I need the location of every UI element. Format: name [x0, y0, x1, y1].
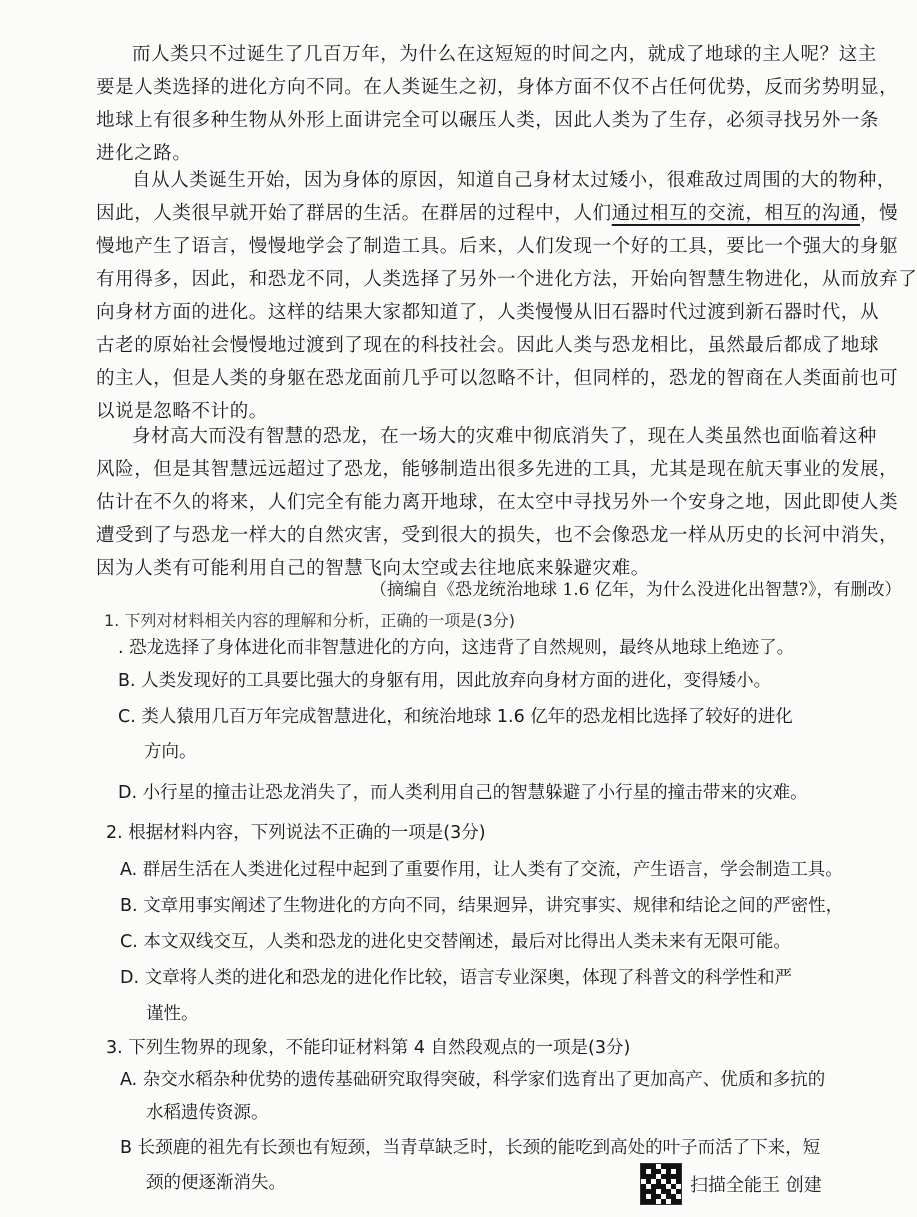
option-b: B 长颈鹿的祖先有长颈也有短颈，当青草缺乏时，长颈的能吃到高处的叶子而活了下来，短: [120, 1138, 821, 1158]
scanner-watermark: [640, 1162, 850, 1206]
question-3: [106, 1031, 836, 1065]
option-c: C. 类人猿用几百万年完成智慧进化，和统治地球 1.6 亿年的恐龙相比选择了较好的进化: [118, 707, 793, 727]
text-line: 因为人类有可能利用自己的智慧飞向太空或去往地底来躲避灾难。: [96, 558, 650, 579]
source-citation: （摘编自《恐龙统治地球 1.6 亿年，为什么没进化出智慧?》，有删改）: [370, 580, 902, 600]
question-stem: 3. 下列生物界的现象，不能印证材料第 4 自然段观点的一项是(3分): [106, 1038, 631, 1058]
question-stem: 2. 根据材料内容，下列说法不正确的一项是(3分): [106, 823, 486, 843]
text-line: 有用得多，因此，和恐龙不同，人类选择了另外一个进化方法，开始向智慧生物进化，从而放弃了: [96, 269, 917, 290]
option-c: C. 本文双线交互，人类和恐龙的进化史交替阐述，最后对比得出人类未来有无限可能。: [120, 932, 791, 952]
option-b: B. 文章用事实阐述了生物进化的方向不同，结果迥异，讲究事实、规律和结论之间的严密性，: [120, 896, 844, 916]
option-b: B. 人类发现好的工具要比强大的身躯有用，因此放弃向身材方面的进化，变得矮小。: [118, 671, 772, 691]
passage-paragraph-1: [96, 38, 899, 170]
text-line: 地球上有很多种生物从外形上面讲完全可以碾压人类，因此人类为了生存，必须寻找另外一条: [96, 110, 880, 131]
text-line: 身材高大而没有智慧的恐龙，在一场大的灾难中彻底消失了，现在人类虽然也面临着这种: [132, 426, 877, 447]
text-line: 自从人类诞生开始，因为身体的原因，知道自己身材太过矮小，很难敌过周围的大的物种，: [132, 170, 897, 191]
text-line: 遭受到了与恐龙一样大的自然灾害，受到很大的损失，也不会像恐龙一样从历史的长河中消失，: [96, 525, 899, 546]
watermark-text: 扫描全能王 创建: [690, 1175, 822, 1196]
option-b-continued: 颈的便逐渐消失。: [146, 1173, 286, 1193]
text-line: 要是人类选择的进化方向不同。在人类诞生之初，身体方面不仅不占任何优势，反而劣势明显，: [96, 77, 899, 98]
text-line: 慢地产生了语言，慢慢地学会了制造工具。后来，人们发现一个好的工具，要比一个强大的身躯: [96, 236, 899, 257]
text-segment: ，慢: [860, 203, 899, 224]
option-a: . 恐龙选择了身体进化而非智慧进化的方向，这违背了自然规则，最终从地球上绝迹了。: [118, 638, 795, 658]
text-line: 进化之路。: [96, 143, 192, 164]
option-d: D. 文章将人类的进化和恐龙的进化作比较，语言专业深奥，体现了科普文的科学性和严: [120, 968, 793, 988]
underlined-phrase: 通过相互的交流，相互的沟通: [611, 203, 861, 224]
question-1-options: [118, 632, 838, 812]
option-a: A. 群居生活在人类进化过程中起到了重要作用，让人类有了交流，产生语言，学会制造工具。: [120, 860, 843, 880]
text-line: 古老的原始社会慢慢地过渡到了现在的科技社会。因此人类与恐龙相比，虽然最后都成了地球: [96, 335, 880, 356]
text-line: 向身材方面的进化。这样的结果大家都知道了，人类慢慢从旧石器时代过渡到新石器时代，从: [96, 302, 880, 323]
text-line: 估计在不久的将来，人们完全有能力离开地球，在太空中寻找另外一个安身之地，因此即使人类: [96, 492, 899, 513]
text-segment: 因此，人类很早就开始了群居的生活。在群居的过程中，人们: [96, 203, 612, 224]
text-line: 的主人，但是人类的身躯在恐龙面前几乎可以忽略不计，但同样的，恐龙的智商在人类面前也可: [96, 368, 899, 389]
question-stem: 1. 下列对材料相关内容的理解和分析，正确的一项是(3分): [104, 611, 516, 630]
option-a-continued: 水稻遗传资源。: [146, 1103, 269, 1123]
option-d: D. 小行星的撞击让恐龙消失了，而人类利用自己的智慧躲避了小行星的撞击带来的灾难。: [118, 783, 808, 803]
qr-code-icon: [640, 1163, 682, 1205]
option-c-continued: 方向。: [144, 742, 197, 762]
text-line: 而人类只不过诞生了几百万年，为什么在这短短的时间之内，就成了地球的主人呢？这主: [132, 44, 877, 65]
option-a: A. 杂交水稻杂种优势的遗传基础研究取得突破，科学家们选育出了更加高产、优质和多抗的: [120, 1070, 826, 1090]
question-2-options: [120, 852, 844, 1032]
question-2: [106, 816, 836, 850]
text-line: 以说是忽略不计的。: [96, 401, 268, 422]
text-line: 风险，但是其智慧远远超过了恐龙，能够制造出很多先进的工具，尤其是现在航天事业的发展，: [96, 459, 899, 480]
option-d-continued: 谨性。: [146, 1004, 199, 1024]
passage-paragraph-3: [96, 420, 899, 585]
passage-paragraph-2: [96, 164, 917, 428]
text-line: [96, 197, 899, 230]
